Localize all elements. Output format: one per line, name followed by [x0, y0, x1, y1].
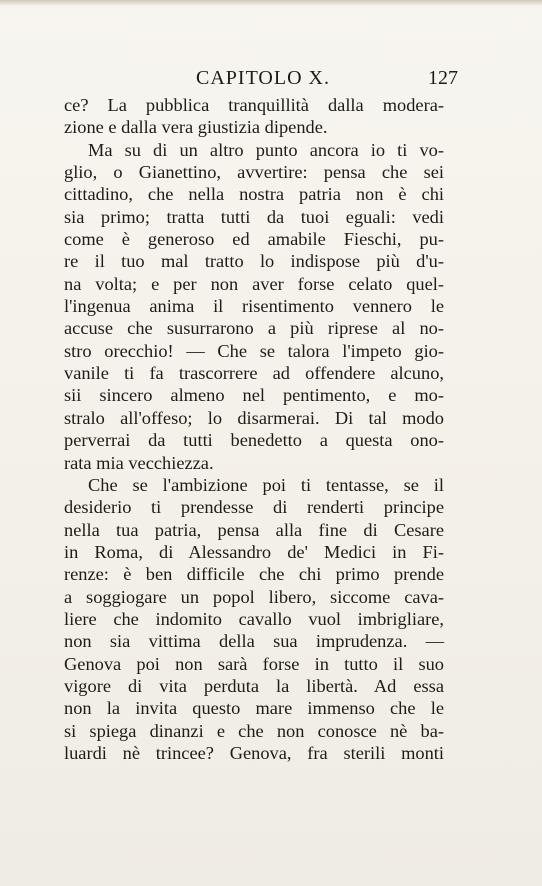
text-line: Ma su di un altro punto ancora io ti vo- — [88, 139, 444, 160]
text-line: sia primo; tratta tutti da tuoi eguali: vedi — [64, 206, 444, 227]
text-line: vanile ti fa trascorrere ad offendere alcuno, — [64, 363, 444, 384]
text-line: si spiega dinanzi e che non conosce nè ba- — [64, 720, 444, 741]
text-line: perverrai da tutti benedetto a questa ono- — [64, 430, 444, 451]
body-text — [64, 94, 444, 764]
page-number: 127 — [428, 67, 458, 89]
running-head: CAPITOLO X. — [196, 67, 330, 89]
text-line: a soggiogare un popol libero, siccome cava- — [64, 586, 444, 607]
text-line: zione e dalla vera giustizia dipende. — [64, 117, 328, 138]
text-line: nella tua patria, pensa alla fine di Cesare — [64, 519, 444, 540]
text-line: sii sincero almeno nel pentimento, e mo- — [64, 385, 444, 406]
text-line: renze: è ben difficile che chi primo prende — [64, 564, 444, 585]
text-line: l'ingenua anima il risentimento vennero le — [64, 296, 444, 317]
text-line: re il tuo mal tratto lo indispose più d'u- — [64, 251, 444, 272]
text-line: come è generoso ed amabile Fieschi, pu- — [64, 229, 444, 250]
text-line: non la invita questo mare immenso che le — [64, 698, 444, 719]
text-line: non sia vittima della sua imprudenza. — — [64, 631, 444, 652]
text-line: stralo all'offeso; lo disarmerai. Di tal modo — [64, 407, 444, 428]
text-line: Genova poi non sarà forse in tutto il suo — [64, 653, 444, 674]
text-line: Che se l'ambizione poi ti tentasse, se il — [88, 474, 444, 495]
text-line: cittadino, che nella nostra patria non è chi — [64, 184, 444, 205]
text-line: vigore di vita perduta la libertà. Ad essa — [64, 675, 444, 696]
text-line: na volta; e per non aver forse celato quel- — [64, 273, 444, 294]
page-header — [196, 64, 458, 94]
page-top-edge — [0, 0, 542, 6]
text-line: in Roma, di Alessandro de' Medici in Fi- — [64, 541, 444, 562]
text-line: desiderio ti prendesse di renderti principe — [64, 497, 444, 518]
text-line: glio, o Gianettino, avvertire: pensa che sei — [64, 162, 444, 183]
text-line: luardi nè trincee? Genova, fra sterili monti — [64, 742, 444, 763]
text-line: ce? La pubblica tranquillità dalla modera- — [64, 95, 444, 115]
text-line: stro orecchio! — Che se talora l'impeto gio- — [64, 340, 444, 361]
text-line: rata mia vecchiezza. — [64, 452, 214, 473]
text-line: liere che indomito cavallo vuol imbrigliare, — [64, 608, 444, 629]
text-line: accuse che susurrarono a più riprese al no- — [64, 318, 444, 339]
